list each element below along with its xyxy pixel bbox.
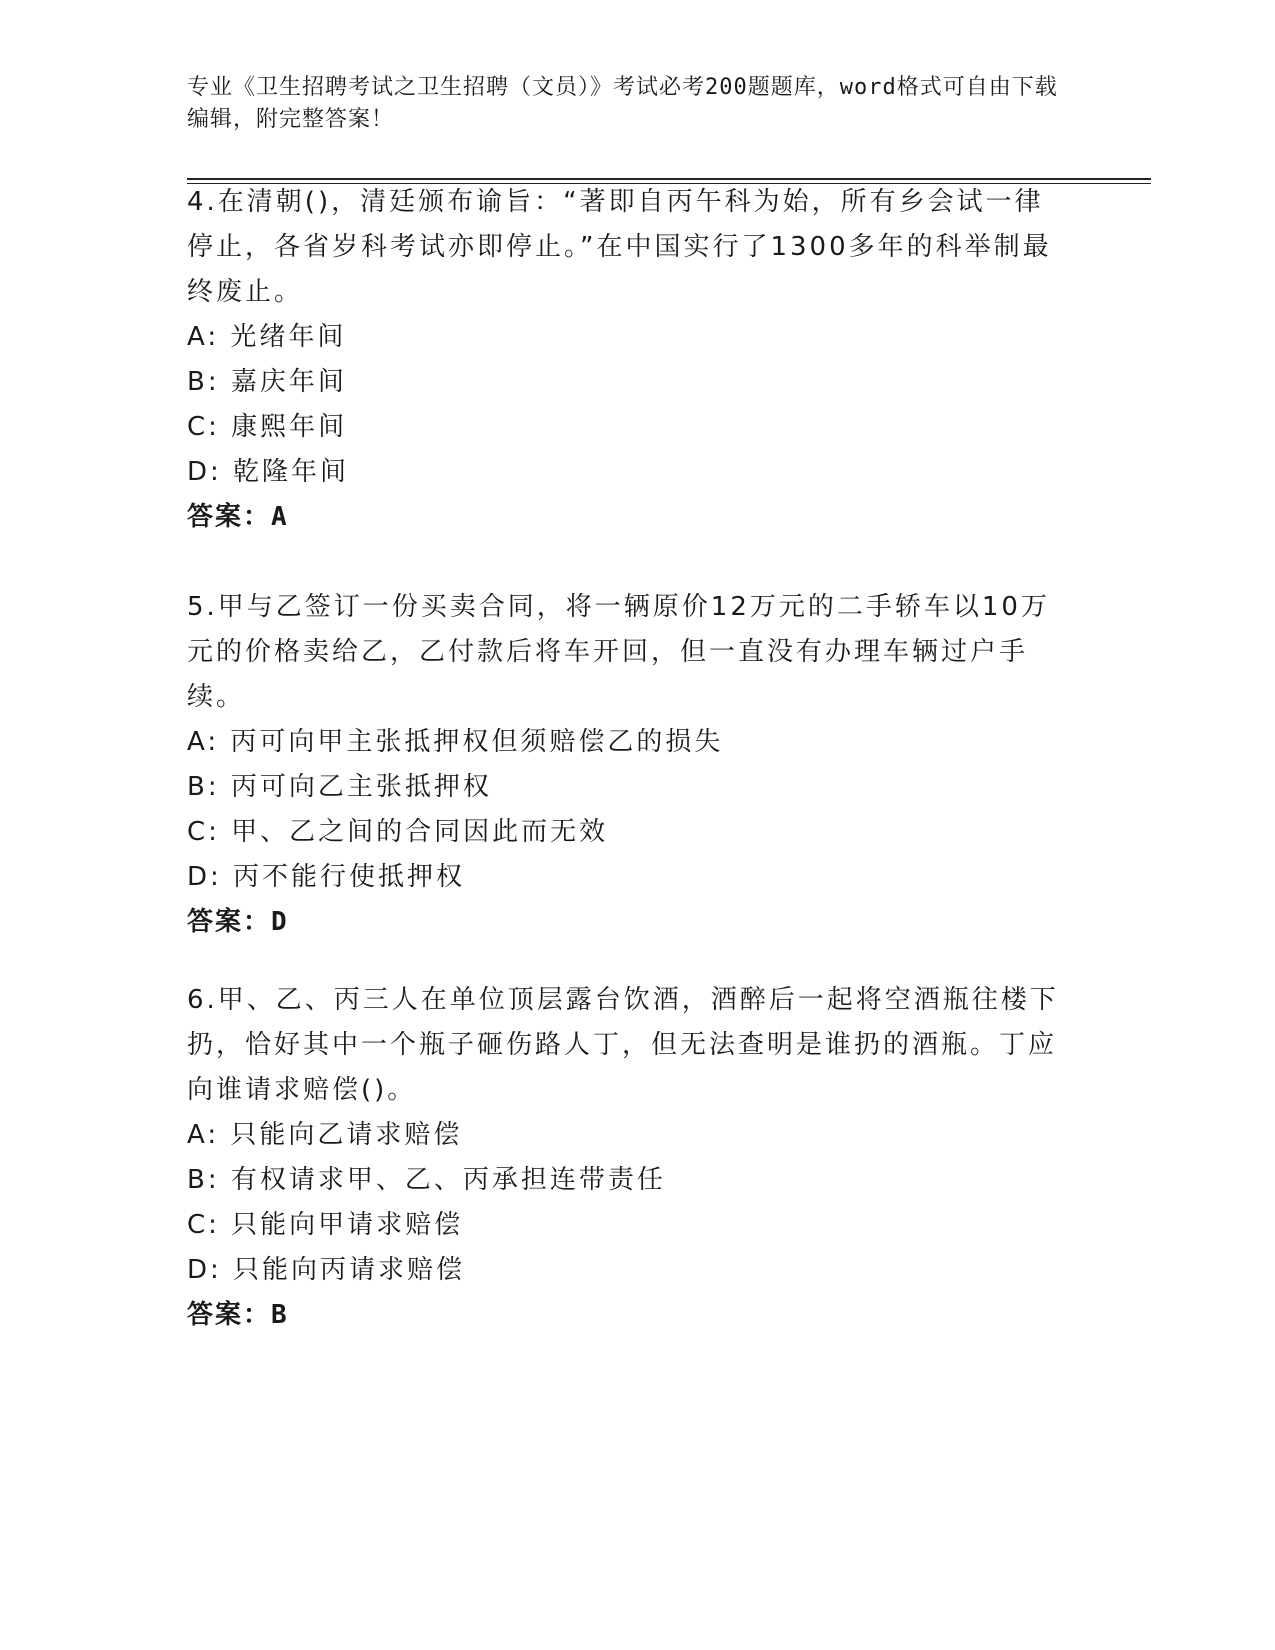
option-c: C: 只能向甲请求赔偿 [187, 1210, 464, 1240]
question-stem: 4.在清朝()，清廷颁布谕旨：“著即自丙午科为始，所有乡会试一律停止，各省岁科考试亦即停止。”在中国实行了1300多年的科举制最终废止。 [187, 187, 1052, 307]
option-d: D: 丙不能行使抵押权 [187, 862, 466, 892]
option-c: C: 甲、乙之间的合同因此而无效 [187, 817, 609, 847]
answer-label: 答案：A [187, 502, 289, 532]
question-6 [187, 978, 1067, 1338]
question-stem: 6.甲、乙、丙三人在单位顶层露台饮酒，酒醉后一起将空酒瓶往楼下扔，恰好其中一个瓶子砸伤路人丁，但无法查明是谁扔的酒瓶。丁应向谁请求赔偿()。 [187, 985, 1059, 1105]
answer-label: 答案：D [187, 907, 289, 937]
option-c: C: 康熙年间 [187, 412, 348, 442]
option-a: A: 光绪年间 [187, 322, 347, 352]
option-a: A: 只能向乙请求赔偿 [187, 1120, 463, 1150]
document-header: 专业《卫生招聘考试之卫生招聘（文员）》考试必考200题题库，word格式可自由下载编辑，附完整答案！ [187, 75, 1058, 132]
question-4 [187, 180, 1067, 540]
option-d: D: 乾隆年间 [187, 457, 350, 487]
answer-label: 答案：B [187, 1300, 289, 1330]
option-a: A: 丙可向甲主张抵押权但须赔偿乙的损失 [187, 727, 724, 757]
option-b: B: 丙可向乙主张抵押权 [187, 772, 492, 802]
question-stem: 5.甲与乙签订一份买卖合同，将一辆原价12万元的二手轿车以10万元的价格卖给乙，乙付款后将车开回，但一直没有办理车辆过户手续。 [187, 592, 1050, 712]
option-b: B: 嘉庆年间 [187, 367, 347, 397]
option-d: D: 只能向丙请求赔偿 [187, 1255, 466, 1285]
option-b: B: 有权请求甲、乙、丙承担连带责任 [187, 1165, 666, 1195]
question-5 [187, 585, 1067, 945]
